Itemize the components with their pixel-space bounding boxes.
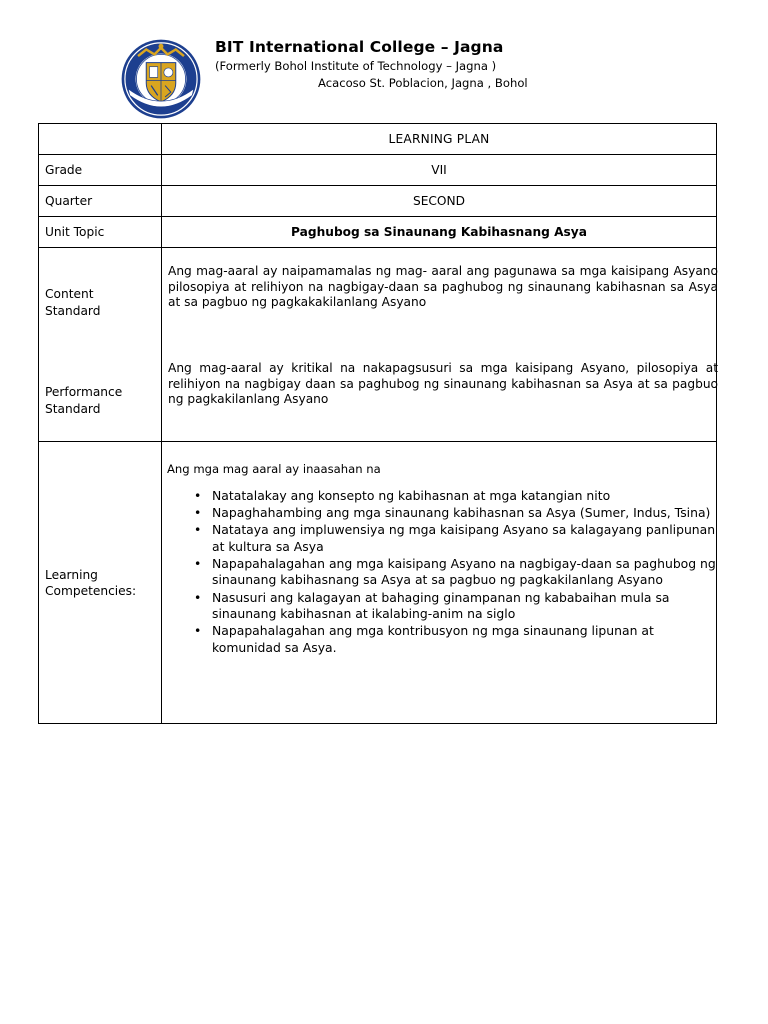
- quarter-row: [39, 186, 717, 217]
- unit-topic-value: Paghubog sa Sinaunang Kabihasnang Asya: [162, 217, 717, 248]
- learning-plan-title: LEARNING PLAN: [162, 124, 717, 155]
- learning-competencies-label: [39, 442, 162, 724]
- performance-standard-label-line-2: Standard: [45, 402, 101, 416]
- competencies-cell: [162, 442, 717, 724]
- performance-standard-text: Ang mag-aaral ay kritikal na nakapagsusuri sa mga kaisipang Asyano, pilosopiya at relihiyon na nagbigay daan sa paghubog ng sinaunang kabihasnan sa Asya at sa pagbuo ng pagkakilanlang Asyano: [168, 361, 718, 406]
- grade-label: Grade: [39, 155, 162, 186]
- title-row: [39, 124, 717, 155]
- competencies-list: [162, 488, 716, 656]
- performance-standard-label-line-1: Performance: [45, 385, 123, 399]
- unit-topic-row: [39, 217, 717, 248]
- content-standard-label-line-2: Standard: [45, 304, 101, 318]
- grade-row: [39, 155, 717, 186]
- list-item: • Napaghahambing ang mga sinaunang kabihasnan sa Asya (Sumer, Indus, Tsina): [212, 505, 716, 522]
- competencies-intro: Ang mga mag aaral ay inaasahan na: [167, 462, 381, 476]
- former-name: (Formerly Bohol Institute of Technology – Jagna ): [215, 59, 497, 73]
- list-item: • Nasusuri ang kalagayan at bahaging ginampanan ng kababaihan mula sa sinaunang kabihasnan at ikalabing-anim na siglo: [212, 590, 716, 623]
- quarter-label: Quarter: [39, 186, 162, 217]
- standards-row: [39, 248, 717, 442]
- list-item: • Natataya ang impluwensiya ng mga kaisipang Asyano sa kalagayang panlipunan at kultura sa Asya: [212, 522, 716, 555]
- content-standard-text: Ang mag-aaral ay naipamamalas ng mag- aaral ang pagunawa sa mga kaisipang Asyano pilosopiya at relihiyon na nagbigay-daan sa paghubog ng sinaunang kabihasnan sa Asya at sa pagbuo ng pagkakakilanlang Asyano: [168, 264, 718, 309]
- content-standard-label-line-1: Content: [45, 287, 94, 301]
- competencies-label-line-1: Learning: [45, 567, 98, 582]
- content-standard-label: [45, 286, 100, 320]
- college-address: Acacoso St. Poblacion, Jagna , Bohol: [318, 76, 528, 90]
- list-item: • Napapahalagahan ang mga kaisipang Asyano na nagbigay-daan sa paghubog ng sinaunang kabihasnang sa Asya at sa pagbuo ng pagkakilanlang Asyano: [212, 556, 716, 589]
- competencies-label-line-2: Competencies:: [45, 583, 137, 598]
- unit-topic-label: Unit Topic: [39, 217, 162, 248]
- document-header: [0, 0, 768, 120]
- list-item: • Napapahalagahan ang mga kontribusyon ng mga sinaunang lipunan at komunidad sa Asya.: [212, 623, 716, 656]
- competencies-row: [39, 442, 717, 724]
- learning-plan-table: [38, 123, 717, 724]
- standards-label-cell: [39, 248, 162, 442]
- list-item: • Natatalakay ang konsepto ng kabihasnan at mga katangian nito: [212, 488, 716, 505]
- grade-value: VII: [162, 155, 717, 186]
- standards-text-cell: [162, 248, 717, 442]
- title-row-blank-cell: [39, 124, 162, 155]
- college-name: BIT International College – Jagna: [215, 38, 504, 56]
- college-seal-logo: [120, 38, 202, 120]
- performance-standard-label: [45, 384, 122, 418]
- quarter-value: SECOND: [162, 186, 717, 217]
